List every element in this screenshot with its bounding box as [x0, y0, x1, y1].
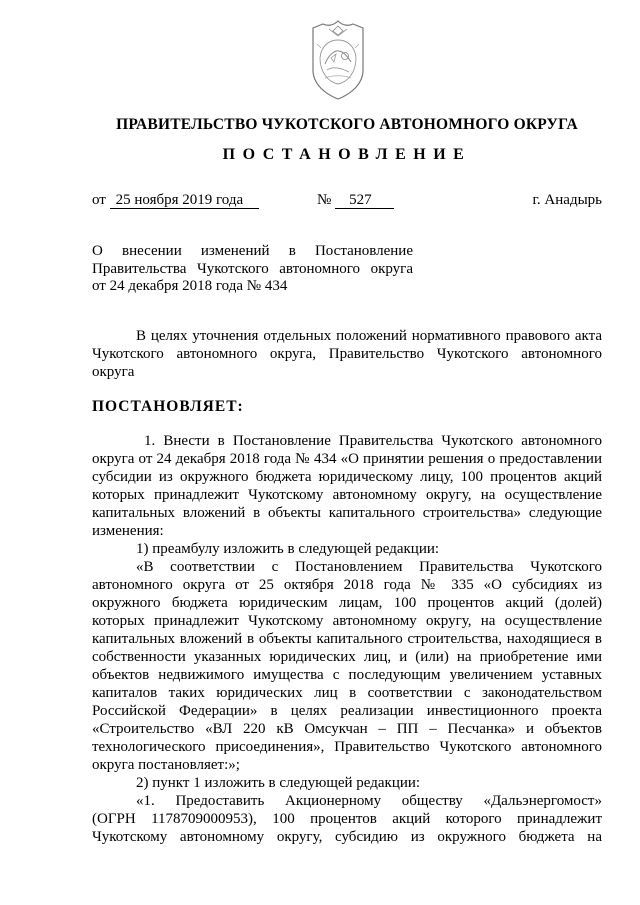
body-line: 2) пункт 1 изложить в следующей редакции:	[136, 775, 421, 791]
body-line: «В соответствии с Постановлением Правительства Чукотского	[136, 559, 602, 575]
body-line: капитальных вложений в объекты капитального строительства» следующие	[92, 505, 602, 521]
body-line: технологического присоединения», Правительство Чукотского автономного	[92, 739, 602, 755]
number-prefix: №	[317, 192, 332, 208]
body-line: Российской Федерации» в целях реализации инвестиционного проекта	[92, 703, 602, 719]
subject-line: О внесении изменений в Постановление	[92, 243, 413, 259]
preamble-line: В целях уточнения отдельных положений нормативного правового акта	[136, 328, 602, 344]
body-line: (ОГРН 1178709000953), 100 процентов акций которого принадлежит	[92, 811, 602, 827]
date-prefix: от	[92, 192, 106, 208]
body-line: объектов недвижимого имущества с последующим увеличением уставных	[92, 667, 602, 683]
body-line: которых принадлежит Чукотскому автономному округу, на осуществление	[92, 487, 602, 503]
preamble-line: Чукотского автономного округа, Правительство Чукотского автономного	[92, 346, 602, 362]
preamble	[92, 327, 602, 381]
coat-of-arms-emblem	[303, 18, 373, 102]
decree-number: 527	[335, 193, 394, 209]
body-line: «1. Предоставить Акционерному обществу «Дальэнергомост»	[136, 793, 602, 809]
body-line: окружного бюджета юридическим лицам, 100 процентов акций (долей)	[92, 595, 602, 611]
subject-line: Правительства Чукотского автономного округа	[92, 260, 413, 277]
body-line: собственности указанных юридических лиц, и (или) на приобретение ими	[92, 649, 602, 665]
resolves-heading: ПОСТАНОВЛЯЕТ:	[92, 398, 244, 415]
body-line: Чукотскому автономному округу, субсидию из окружного бюджета на	[92, 829, 602, 845]
body-line: автономного округа от 25 октября 2018 года № 335 «О субсидиях из	[92, 577, 602, 593]
body-line: «Строительство «ВЛ 220 кВ Омсукчан – ПП – Песчанка» и объектов	[92, 721, 602, 737]
body-line: субсидии из окружного бюджета юридическому лицу, 100 процентов акций	[92, 469, 602, 485]
body-line: округа постановляет:»;	[92, 757, 240, 773]
number-field	[317, 192, 394, 209]
subject-line: от 24 декабря 2018 года № 434	[92, 278, 288, 294]
decree-date: 25 ноября 2019 года	[110, 193, 260, 209]
document-type-title: ПОСТАНОВЛЕНИЕ	[222, 146, 472, 163]
body-line: округа от 24 декабря 2018 года № 434 «О принятии решения о предоставлении	[92, 451, 602, 467]
subject-block	[92, 243, 413, 296]
body-line: 1) преамбулу изложить в следующей редакции:	[136, 541, 440, 557]
government-title: ПРАВИТЕЛЬСТВО ЧУКОТСКОГО АВТОНОМНОГО ОКРУГА	[116, 116, 578, 133]
preamble-line: округа	[92, 364, 135, 380]
date-field	[92, 192, 259, 209]
body-line: 1. Внести в Постановление Правительства Чукотского автономного	[144, 433, 602, 449]
city: г. Анадырь	[532, 192, 602, 208]
body-line: капитальных вложений в объекты капитального строительства, находящиеся в	[92, 631, 602, 647]
body-line: изменения:	[92, 523, 164, 539]
body-line: капиталов таких юридических лиц в соответствии с законодательством	[92, 685, 602, 701]
decree-body	[92, 432, 602, 846]
body-line: которых принадлежит Чукотскому автономному округу, на осуществление	[92, 613, 602, 629]
